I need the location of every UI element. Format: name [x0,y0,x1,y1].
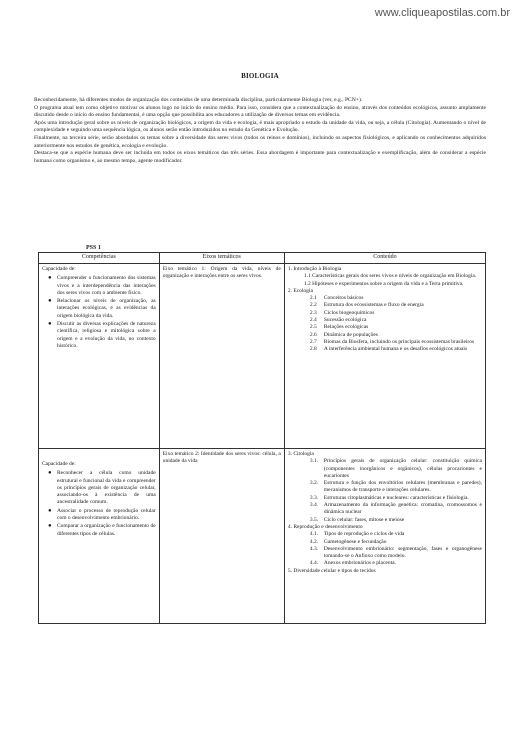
content-subitem: 2.2 Estrutura dos ecossistemas e fluxo de energia [309,302,424,309]
header-competencias: Competências [39,253,160,264]
bullet-icon: ● [48,523,52,530]
document-title: BIOLOGIA [241,72,279,80]
table-row [39,449,486,624]
content-item: 1. Introdução à Biologia [287,266,342,272]
eixo-cell [159,449,284,624]
competencias-list [42,275,156,350]
list-item: ● Compreender o funcionamento dos sistemas vivos e a interdependência das interações dos seres vivos com o ambiente físico. [48,275,156,296]
content-subitem: 2.8 A interferência ambiental humana e os desafios ecológicos atuais [309,346,468,353]
bullet-icon: ● [48,507,52,514]
content-subitem: 3.3. Estruturas citoplasmáticas e nucleares: características e fisiologia. [309,494,469,501]
content-subitem: 1.1 Características gerais dos seres vivos e níveis de organização em Biologia. [303,273,477,280]
eixo-cell [159,264,284,449]
list-item: ● Discutir as diversas explicações de natureza científica, religiosa e mitológica sobre a origem e a evolução da vida, no contexto histórico. [48,321,156,349]
list-item: ● Associar o processo de reprodução celular com o desenvolvimento embrionário. [48,507,156,522]
content-subitem: 2.7 Biomas da Biosfera, incluindo os principais ecossistemas brasileiros [309,338,475,345]
content-item: 2. Ecologia [287,287,313,294]
content-subitem: 2.5 Relações ecológicas [309,324,369,331]
competencias-cell [39,264,160,449]
content-item: 5. Diversidade celular e tipos de tecidos [287,567,376,574]
table-header-row [39,253,486,264]
intro-text [34,97,486,165]
conteudo-cell [284,264,485,449]
content-subitem: 3.4. Armazenamento da informação genética: cromatina, cromossomos e dinâmica nuclear [309,502,482,516]
intro-paragraph: O programa atual tem como objetivo motivar os alunos logo no início do ensino médio. Para isso, considera que a contextualização do ensino, através dos conteúdos ecológicos, assunto amplamente discutido desde o início do ensino fundamental, é uma opção que possibilita aos educadores a utilização de diversos temas em evidência. [34,104,486,119]
content-subitem: 3.2. Estrutura e função dos envoltórios celulares (membranas e paredes), mecanismos de transporte e interações celulares. [309,480,482,494]
eixo-text: Eixo temático 2: Identidade dos seres vivos: célula, a unidade da vida [162,451,281,465]
content-subitem: 4.1. Tipos de reprodução e ciclos de vida [309,531,405,538]
intro-paragraph: Destaca-se que a espécie humana deve ser incluída em todos os eixos temáticos das três séries. Essa abordagem é importante para contextualização e exemplificação, além de considerar a espécie humana como organismo e, ao mesmo tempo, agente modificador. [34,150,486,164]
eixo-text: Eixo temático 1: Origem da vida, níveis de organização e interações entre os seres vivos. [162,266,281,280]
content-item: 3. Citologia [287,451,314,457]
list-item: ● Comparar a organização e funcionamento de diferentes tipos de células. [48,523,156,537]
bullet-icon: ● [48,470,52,477]
content-subitem: 2.4 Sucessão ecológica [309,317,367,324]
intro-paragraph: Finalmente, na terceira série, serão abordados os temas sobre a diversidade dos seres vivos (todos os reinos e domínios), incluindo os aspectos fisiológicos, e aplicando os conhecimentos adquiridos anteriormente nos estudos de genética, ecologia e evolução. [34,134,486,149]
competencias-list [42,470,156,538]
curriculum-table [38,252,486,624]
intro-paragraph: Reconhecidamente, há diferentes modos de organização dos conteúdos de uma determinada disciplina, particularmente Biologia (ver, e.g., PCN+). [34,97,363,103]
content-subitem: 1.2 Hipóteses e experimentos sobre a origem da vida e a Terra primitiva. [303,280,464,287]
content-subitem: 2.3 Ciclos biogeoquímicos [309,309,375,316]
content-subitem: 4.2. Gametogênese e fecundação [309,538,387,545]
content-subitem: 3.1. Princípios gerais de organização celular: constituição química (componentes inorgânicos e orgânicos), células procariontes e eucariontes [309,458,482,479]
bullet-icon: ● [48,321,52,328]
bullet-icon: ● [48,298,52,305]
conteudo-cell [284,449,485,624]
content-subitem: 3.5. Ciclo celular: fases, mitose e meiose [309,516,405,523]
watermark-url: www.cliqueapostilas.com.br [374,7,510,19]
table-row [39,264,486,449]
capacidade-label: Capacidade de: [42,266,76,272]
content-subitem: 4.4. Anexos embrionários e placenta. [309,560,396,567]
header-conteudo: Conteúdo [284,253,485,264]
header-eixos: Eixos temáticos [159,253,284,264]
bullet-icon: ● [48,275,52,282]
content-subitem: 2.1 Conceitos básicos [309,295,364,302]
list-item: ● Relacionar os níveis de organização, as interações ecológicas, e as evidências da origem biológica da vida. [48,298,156,319]
content-subitem: 4.3. Desenvolvimento embrionário: segmentação, fases e organogênese tomando-se o Anfioxo como modelo. [309,545,482,560]
capacidade-label: Capacidade de: [42,461,76,467]
content-subitem: 2.6 Dinâmica de populações [309,331,378,338]
competencias-cell [39,449,160,624]
list-item: ● Reconhecer a célula como unidade estrutural e funcional da vida e compreender os princípios gerais de organização celular, associando-os à existência de uma ancestralidade comum. [48,470,156,506]
intro-paragraph: Após uma introdução geral sobre os níveis de organização biológicos, a origem da vida e ecologia, é mais apropriado o estudo da unidade da vida, ou seja, a célula (Citologia). Aumentando o nível de complexidade e seguindo uma sequência lógica, os alunos serão então introduzidos no estudo da Genética e Evolução. [34,119,486,134]
pss-label: PSS 1 [86,245,101,251]
content-item: 4. Reprodução e desenvolvimento [287,523,363,530]
